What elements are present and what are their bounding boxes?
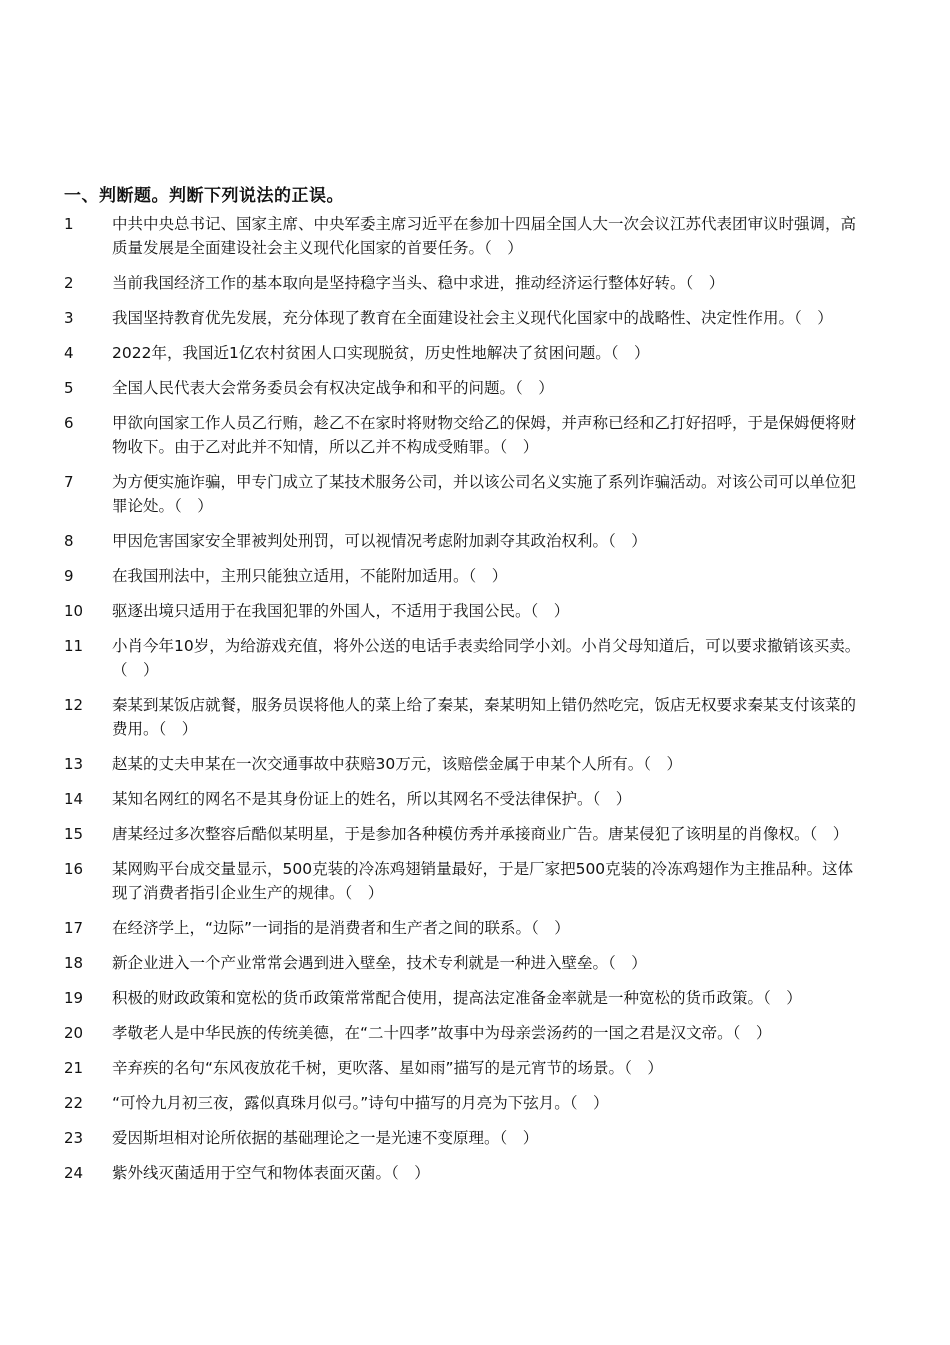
question-text: 孝敬老人是中华民族的传统美德，在“二十四孝”故事中为母亲尝汤药的一国之君是汉文帝。（ ） [112,1024,772,1042]
question-number: 23 [64,1129,84,1147]
question-number: 21 [64,1059,84,1077]
question-text: 新企业进入一个产业常常会遇到进入壁垒，技术专利就是一种进入壁垒。（ ） [112,954,647,972]
question-item [64,529,864,553]
question-number: 7 [64,473,74,491]
question-item [64,306,864,330]
question-item [64,1091,864,1115]
question-item [64,599,864,623]
question-number: 11 [64,637,84,655]
question-text: 甲欲向国家工作人员乙行贿，趁乙不在家时将财物交给乙的保姆，并声称已经和乙打好招呼，于是保姆便将财物收下。由于乙对此并不知情，所以乙并不构成受贿罪。（ ） [112,414,857,456]
question-item [64,857,864,905]
question-item [64,470,864,518]
question-item [64,752,864,776]
question-item [64,341,864,365]
question-text: 在经济学上，“边际”一词指的是消费者和生产者之间的联系。（ ） [112,919,570,937]
question-text: 唐某经过多次整容后酷似某明星，于是参加各种模仿秀并承接商业广告。唐某侵犯了该明星的肖像权。（ ） [112,825,849,843]
question-number: 19 [64,989,84,1007]
question-text: 赵某的丈夫申某在一次交通事故中获赔30万元，该赔偿金属于申某个人所有。（ ） [112,755,682,773]
question-number: 15 [64,825,84,843]
question-text: “可怜九月初三夜，露似真珠月似弓。”诗句中描写的月亮为下弦月。（ ） [112,1094,609,1112]
question-item [64,411,864,459]
question-text: 某知名网红的网名不是其身份证上的姓名，所以其网名不受法律保护。（ ） [112,790,632,808]
question-number: 16 [64,860,84,878]
question-number: 6 [64,414,74,432]
question-text: 当前我国经济工作的基本取向是坚持稳字当头、稳中求进，推动经济运行整体好转。（ ） [112,274,725,292]
question-text: 全国人民代表大会常务委员会有权决定战争和和平的问题。（ ） [112,379,554,397]
question-text: 在我国刑法中，主刑只能独立适用，不能附加适用。（ ） [112,567,508,585]
question-text: 积极的财政政策和宽松的货币政策常常配合使用，提高法定准备金率就是一种宽松的货币政策。（ ） [112,989,802,1007]
question-item [64,787,864,811]
question-number: 18 [64,954,84,972]
question-text: 辛弃疾的名句“东风夜放花千树，更吹落、星如雨”描写的是元宵节的场景。（ ） [112,1059,663,1077]
question-item [64,916,864,940]
question-item [64,986,864,1010]
question-number: 24 [64,1164,84,1182]
question-text: 为方便实施诈骗，甲专门成立了某技术服务公司，并以该公司名义实施了系列诈骗活动。对该公司可以单位犯罪论处。（ ） [112,473,857,515]
question-number: 12 [64,696,84,714]
question-item [64,1161,864,1185]
question-item [64,212,864,260]
question-item [64,1126,864,1150]
section-title: 一、判断题。判断下列说法的正误。 [64,186,344,206]
question-text: 驱逐出境只适用于在我国犯罪的外国人，不适用于我国公民。（ ） [112,602,570,620]
question-item [64,951,864,975]
question-list [64,212,864,1196]
question-text: 爱因斯坦相对论所依据的基础理论之一是光速不变原理。（ ） [112,1129,539,1147]
question-number: 14 [64,790,84,808]
question-number: 17 [64,919,84,937]
question-item [64,564,864,588]
question-item [64,1056,864,1080]
question-item [64,376,864,400]
question-item [64,1021,864,1045]
question-item [64,634,864,682]
question-item [64,693,864,741]
question-item [64,271,864,295]
question-item [64,822,864,846]
question-text: 某网购平台成交量显示，500克装的冷冻鸡翅销量最好，于是厂家把500克装的冷冻鸡翅作为主推品种。这体现了消费者指引企业生产的规律。（ ） [112,860,854,902]
question-number: 9 [64,567,74,585]
question-number: 10 [64,602,84,620]
question-text: 甲因危害国家安全罪被判处刑罚，可以视情况考虑附加剥夺其政治权利。（ ） [112,532,647,550]
question-number: 8 [64,532,74,550]
question-number: 20 [64,1024,84,1042]
question-number: 2 [64,274,74,292]
question-text: 中共中央总书记、国家主席、中央军委主席习近平在参加十四届全国人大一次会议江苏代表团审议时强调，高质量发展是全面建设社会主义现代化国家的首要任务。（ ） [112,215,857,257]
question-number: 22 [64,1094,84,1112]
question-text: 紫外线灭菌适用于空气和物体表面灭菌。（ ） [112,1164,430,1182]
question-number: 1 [64,215,74,233]
question-number: 13 [64,755,84,773]
question-number: 4 [64,344,74,362]
question-number: 5 [64,379,74,397]
question-number: 3 [64,309,74,327]
question-text: 秦某到某饭店就餐，服务员误将他人的菜上给了秦某，秦某明知上错仍然吃完，饭店无权要求秦某支付该菜的费用。（ ） [112,696,857,738]
question-text: 我国坚持教育优先发展，充分体现了教育在全面建设社会主义现代化国家中的战略性、决定性作用。（ ） [112,309,833,327]
question-text: 小肖今年10岁，为给游戏充值，将外公送的电话手表卖给同学小刘。小肖父母知道后，可以要求撤销该买卖。（ ） [112,637,861,679]
question-text: 2022年，我国近1亿农村贫困人口实现脱贫，历史性地解决了贫困问题。（ ） [112,344,650,362]
